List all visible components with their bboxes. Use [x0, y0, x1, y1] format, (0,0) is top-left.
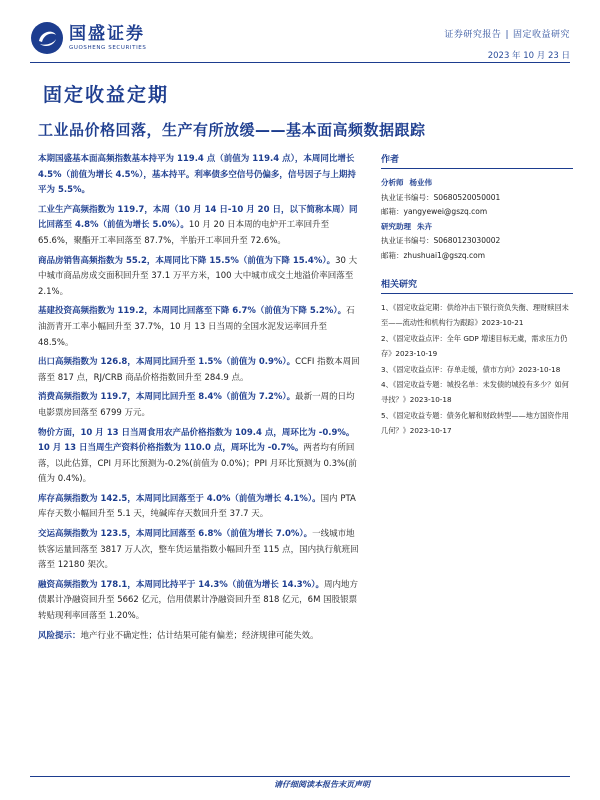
summary-paragraph: [38, 254, 363, 301]
report-type: 证券研究报告: [444, 30, 502, 40]
author-block: [381, 176, 573, 263]
paragraph-body: 10 月 20 日本周的电炉开工率回升至 65.6%，聚酯开工率回落至 87.7%，半胎开工率回升至 72.6%。: [38, 220, 330, 246]
paragraph-body: 30 大中城市商品房成交面积回升至 37.1 万平方米，100 大中城市成交土地溢价率回落至 2.1%。: [38, 255, 358, 297]
paragraph-highlight: 交运高频指数为 123.5，本周同比回落至 6.8%（前值为增长 7.0%）。: [38, 529, 313, 540]
summary-column: [38, 152, 363, 648]
paragraph-highlight: 基建投资高频指数为 119.2，本周同比回落至下降 6.7%（前值为下降 5.2%）。: [38, 306, 347, 317]
summary-paragraph: [38, 390, 363, 421]
logo-mark-icon: [30, 21, 64, 55]
related-research-heading: 相关研究: [381, 277, 573, 294]
paragraph-body: 周内地方债累计净融资回升至 5662 亿元，信用债累计净融资回升至 818 亿元，6M 国股银票转贴现利率回落至 1.20%。: [38, 579, 359, 622]
footer-divider: [30, 776, 570, 777]
author-role: 研究助理: [381, 221, 411, 231]
report-title: 工业品价格回落，生产有所放缓——基本面高频数据跟踪: [38, 121, 426, 139]
paragraph-body: 国内 PTA 库存天数小幅回升至 5.1 天，纯碱库存天数回升至 37.7 天。: [38, 493, 356, 520]
paragraph-body: 两者均有所回落，以此估算，CPI 月环比预测为-0.2%(前值为 0.0%)；PPI 月环比预测为 0.3%(前值为 0.4%)。: [38, 443, 357, 485]
summary-paragraph: [38, 492, 363, 523]
paragraph-highlight: 本期国盛基本面高频指数基本持平为 119.4 点（前值为 119.4 点），本周同比增长 4.5%（前值为增长 4.5%），基本持平。利率债多空信号仍偏多，信号因子与上期持平为 5.5%。: [38, 154, 356, 196]
report-date: 2023 年 10 月 23 日: [487, 51, 570, 61]
paragraph-highlight: 物价方面，10 月 13 日当周食用农产品价格指数为 109.4 点，周环比为 -0.9%。10 月 13 日当周生产资料价格指数为 110.0 点，周环比为 -0.7%。: [38, 427, 355, 454]
author-name: 朱卉: [417, 221, 432, 231]
paragraph-highlight: 库存高频指数为 142.5，本周同比回落至于 4.0%（前值为增长 4.1%）。: [38, 493, 321, 504]
paragraph-highlight: 融资高频指数为 178.1，本周同比持平于 14.3%（前值为增长 14.3%）。: [38, 579, 324, 590]
report-subtype: 固定收益研究: [512, 30, 570, 40]
company-logo: [30, 21, 180, 55]
summary-paragraph: [38, 304, 363, 351]
summary-paragraph: [38, 152, 363, 199]
summary-paragraph: [38, 203, 363, 250]
summary-paragraph: [38, 629, 363, 645]
paragraph-body: 地产行业不确定性；估计结果可能有偏差；经济规律可能失效。: [80, 630, 319, 641]
paragraph-highlight: 工业生产高频指数为 119.7，本周（10 月 14 日-10 月 20 日，以下简称本周）同比回落至 4.8%（前值为增长 5.0%）。: [38, 204, 358, 231]
summary-paragraph: [38, 426, 363, 488]
author-role: 分析师: [381, 178, 404, 187]
author-cert: 执业证书编号：S0680123030002: [381, 236, 501, 245]
paragraph-highlight: 商品房销售高频指数为 55.2，本周同比下降 15.5%（前值为下降 15.4%）。: [38, 255, 336, 266]
authors-heading: 作者: [381, 152, 573, 169]
logo-chinese-name: 国盛证券: [69, 24, 145, 44]
related-research-item[interactable]: 1、《固定收益定期：供给冲击下银行资负失衡、理财赎回未至——流动性和机构行为跟踪》2023-10-21: [381, 303, 569, 328]
related-research-item[interactable]: 5、《固定收益专题：债务化解和财政转型——地方国资作用几何？》2023-10-17: [381, 410, 569, 436]
summary-paragraph: [38, 578, 363, 625]
section-title: 固定收益定期: [43, 84, 170, 106]
summary-paragraph: [38, 355, 363, 386]
meta-separator: |: [505, 30, 509, 40]
summary-paragraph: [38, 527, 363, 574]
related-research-item[interactable]: 3、《固定收益点评：存单走缓，债市方向》2023-10-18: [381, 364, 561, 374]
author-name: 杨业伟: [409, 178, 432, 187]
header-divider: [30, 62, 570, 63]
footer-disclaimer: 请仔细阅读本报告末页声明: [274, 780, 370, 789]
related-research-item[interactable]: 2、《固定收益点评：全年 GDP 增速目标无虞，需求压力仍存》2023-10-19: [381, 333, 568, 359]
paragraph-highlight: 出口高频指数为 126.8，本周同比回升至 1.5%（前值为 0.9%）。: [38, 357, 296, 368]
logo-english-name: GUOSHENG SECURITIES: [69, 45, 147, 51]
paragraph-body: CCFI 指数本周回落至 817 点，RJ/CRB 商品价格指数回升至 284.9 点。: [38, 357, 360, 383]
paragraph-body: 最新一周的日均电影票房回落至 6799 万元。: [38, 392, 355, 418]
related-research-list: [381, 300, 573, 439]
sidebar: [381, 152, 573, 439]
author-email[interactable]: 邮箱：yangyewei@gszq.com: [381, 207, 488, 216]
related-research-item[interactable]: 4、《固定收益专题：城投名单：未发债的城投有多少？如何寻找？》2023-10-18: [381, 380, 569, 405]
author-email[interactable]: 邮箱：zhushuai1@gszq.com: [381, 250, 486, 260]
paragraph-highlight: 消费高频指数为 119.7，本周同比回升至 8.4%（前值为 7.2%）。: [38, 392, 296, 403]
paragraph-body: 一线城市地铁客运量回落至 3817 万人次，整车货运量指数小幅回升至 115 点，国内执行航班回落至 12180 架次。: [38, 529, 359, 571]
paragraph-body: 石油沥青开工率小幅回升至 37.7%，10 月 13 日当周的全国水泥发运率回升至 48.5%。: [38, 306, 355, 348]
paragraph-highlight: 风险提示：: [38, 630, 81, 641]
author-cert: 执业证书编号：S0680520050001: [381, 192, 501, 202]
report-meta: [444, 27, 570, 61]
